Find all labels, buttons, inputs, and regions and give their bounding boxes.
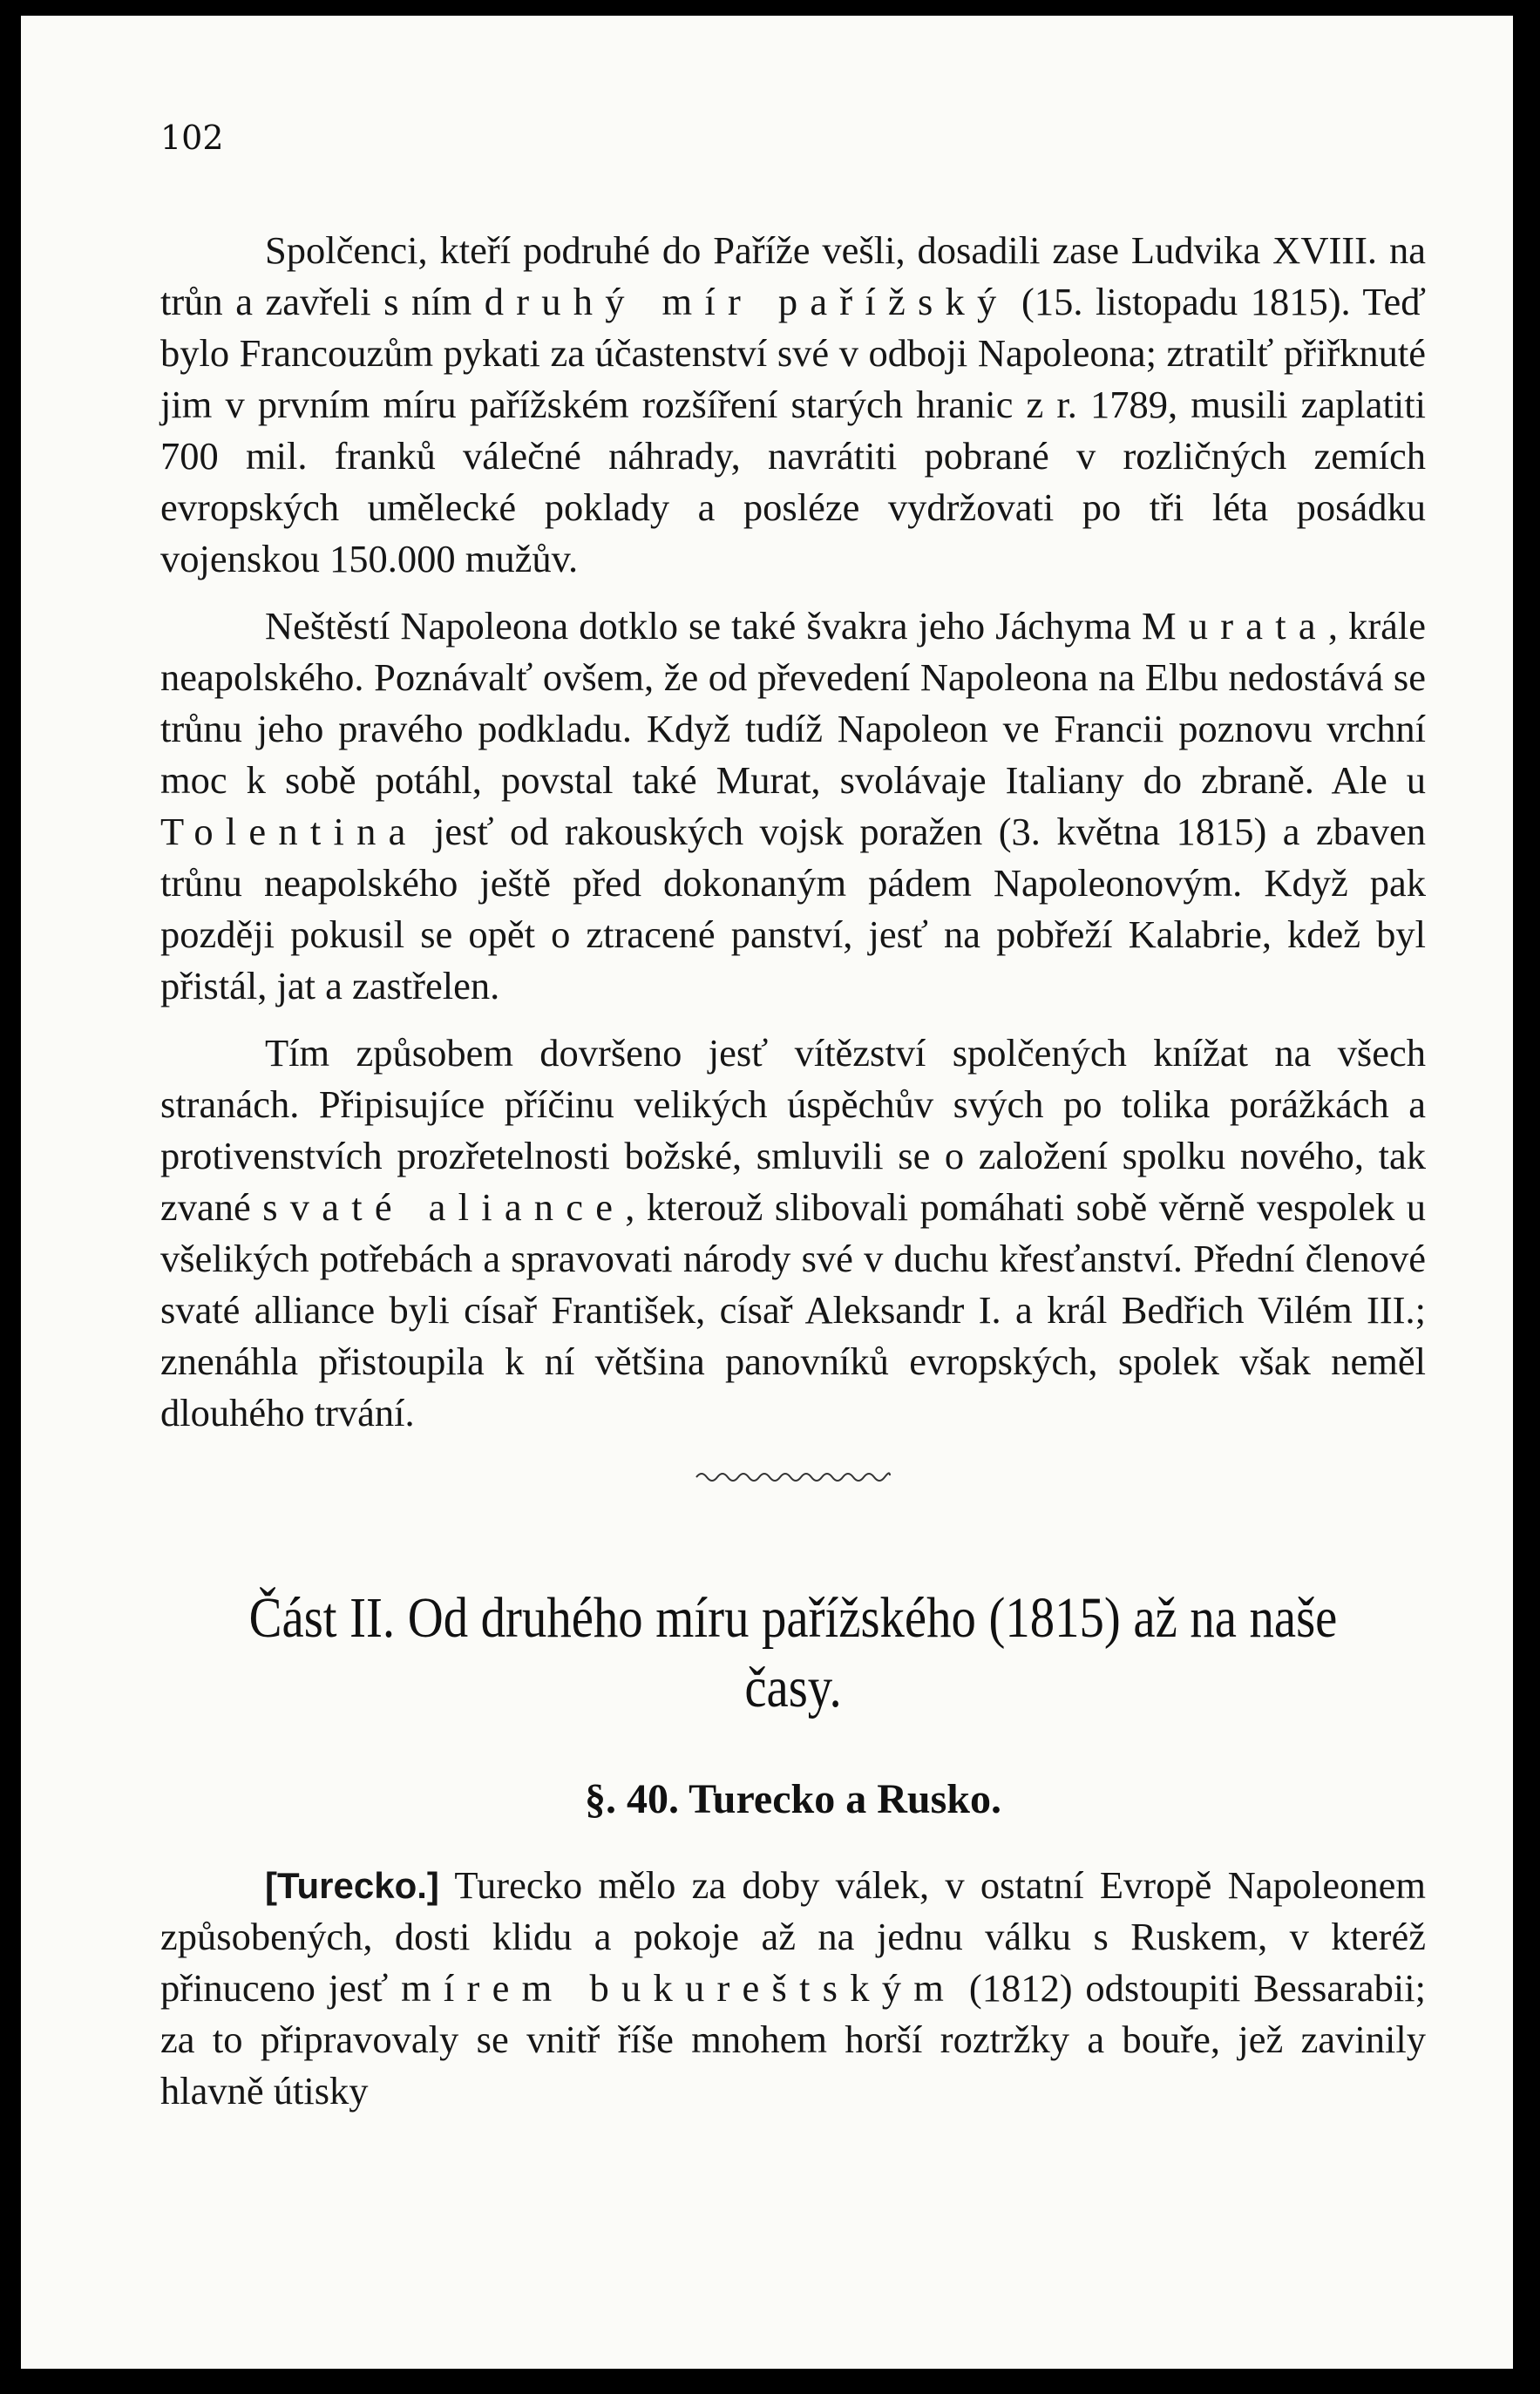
paragraph-second-paris-peace: [160, 225, 1426, 585]
book-page: [21, 16, 1513, 2369]
paragraph-murat: [160, 600, 1426, 1012]
paragraph-text: Spolčenci, kteří podruhé do Paříže vešli, dosadili zase Ludvika XVIII. na trůn a zavřeli s ním: [160, 228, 1426, 323]
paragraph-text: Tím způsobem dovršeno jesť vítězství spolčených knížat na všech stranách. Připisujíce příčinu velikých úspěchův svých po tolika porážkách a protivenstvích prozřetelnosti božské, smluvili se o založení spolku nového, tak zvané: [160, 1031, 1426, 1229]
marginal-tag-turecko: [Turecko.]: [265, 1865, 439, 1906]
paragraph-text: , kterouž slibovali pomáhati sobě věrně vespolek u všelikých potřebách a spravovati národy své v duchu křesťanství. Přední členové svaté alliance byli císař František, císař Aleksandr I. a král Bedřich Vilém III.; znenáhla přistoupila k ní většina panovníků evropských, spolek však neměl dlouhého trvání.: [160, 1185, 1426, 1434]
part-heading: Část II. Od druhého míru pařížského (1815) až na naše časy.: [248, 1586, 1338, 1719]
paragraph-text: , krále neapolského. Poznávalť ovšem, že od převedení Napoleona na Elbu nedostává se trůnu jeho pravého podkladu. Když tudíž Napoleon ve Francii poznovu vrchní moc k sobě potáhl, povstal také Murat, svolávaje Italiany do zbraně. Ale u: [160, 604, 1427, 802]
paragraph-text: Turecko mělo za doby válek, v ostatní Evropě Napoleonem způsobených, dosti klidu a pokoje až na jednu válku s Ruskem, v kteréž přinuceno jesť: [160, 1863, 1426, 2010]
paragraph-holy-alliance: [160, 1027, 1426, 1439]
spaced-term-svate-aliance: svaté aliance: [262, 1185, 626, 1229]
paragraph-text: (1812) odstoupiti Bessarabii; za to připravovaly se vnitř říše mnohem horší roztržky a bouře, jež zavinily hlavně útisky: [160, 1966, 1426, 2113]
page-body: [160, 225, 1426, 2133]
spaced-term-mir-bukurestsky: mírem bukureštským: [401, 1966, 957, 2010]
spaced-term-tolentina: Tolentina: [160, 810, 418, 853]
spaced-term-murata: Murata: [1141, 604, 1328, 648]
paragraph-text: jesť od rakouských vojsk poražen (3. května 1815) a zbaven trůnu neapolského ještě před dokonaným pádem Napoleonovým. Když pak později pokusil se opět o ztracené panství, jesť na pobřeží Kalabrie, kdež byl přistál, jat a zastřelen.: [160, 810, 1426, 1007]
page-number: 102: [160, 119, 224, 157]
section-heading: §. 40. Turecko a Rusko.: [585, 1776, 1001, 1822]
wavy-divider-ornament: [693, 1468, 893, 1486]
paragraph-text: Neštěstí Napoleona dotklo se také švakra jeho Jáchyma: [265, 604, 1142, 648]
spaced-term-druhy-mir: druhý mír pařížský: [484, 280, 1009, 323]
paragraph-turecko: [160, 1860, 1426, 2117]
paragraph-text: (15. listopadu 1815). Teď bylo Francouzům pykati za účastenství své v odboji Napoleona; ztratilť přiřknuté jim v prvním míru pařížském rozšíření starých hranic z r. 1789, musili zaplatiti 700 mil. franků válečné náhrady, navrátiti pobrané v rozličných zemích evropských umělecké poklady a posléze vydržovati po tři léta posádku vojenskou 150.000 mužův.: [160, 280, 1427, 580]
